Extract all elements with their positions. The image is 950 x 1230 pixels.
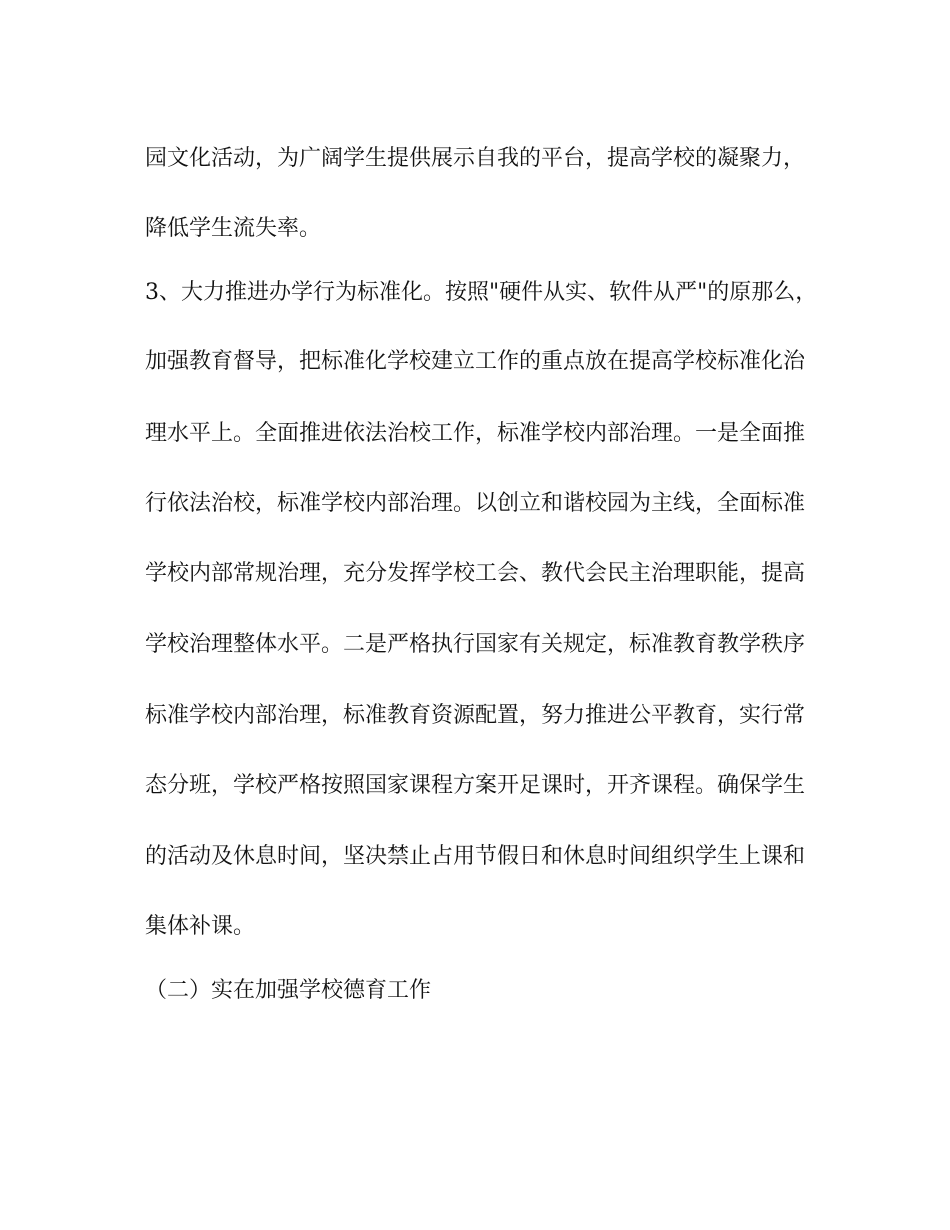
paragraph-line-3: 3、大力推进办学行为标准化。按照"硬件从实、软件从严"的原那么， [145, 280, 818, 305]
paragraph-line-9: 标准学校内部治理，标准教育资源配置，努力推进公平教育，实行常 [145, 703, 806, 728]
paragraph-line-12: 集体补课。 [145, 914, 256, 939]
paragraph-line-8: 学校治理整体水平。二是严格执行国家有关规定，标准教育教学秩序 [145, 632, 806, 657]
paragraph-line-5: 理水平上。全面推进依法治校工作，标准学校内部治理。一是全面推 [145, 421, 806, 446]
paragraph-line-2: 降低学生流失率。 [145, 216, 322, 241]
paragraph-line-6: 行依法治校，标准学校内部治理。以创立和谐校园为主线，全面标准 [145, 491, 806, 516]
paragraph-line-7: 学校内部常规治理，充分发挥学校工会、教代会民主治理职能，提高 [145, 561, 806, 586]
section-heading: （二）实在加强学校德育工作 [145, 978, 432, 1003]
paragraph-line-4: 加强教育督导，把标准化学校建立工作的重点放在提高学校标准化治 [145, 349, 806, 374]
paragraph-line-1: 园文化活动，为广阔学生提供展示自我的平台，提高学校的凝聚力， [145, 146, 806, 171]
paragraph-line-11: 的活动及休息时间，坚决禁止占用节假日和休息时间组织学生上课和 [145, 844, 806, 869]
paragraph-line-10: 态分班，学校严格按照国家课程方案开足课时，开齐课程。确保学生 [145, 773, 806, 798]
